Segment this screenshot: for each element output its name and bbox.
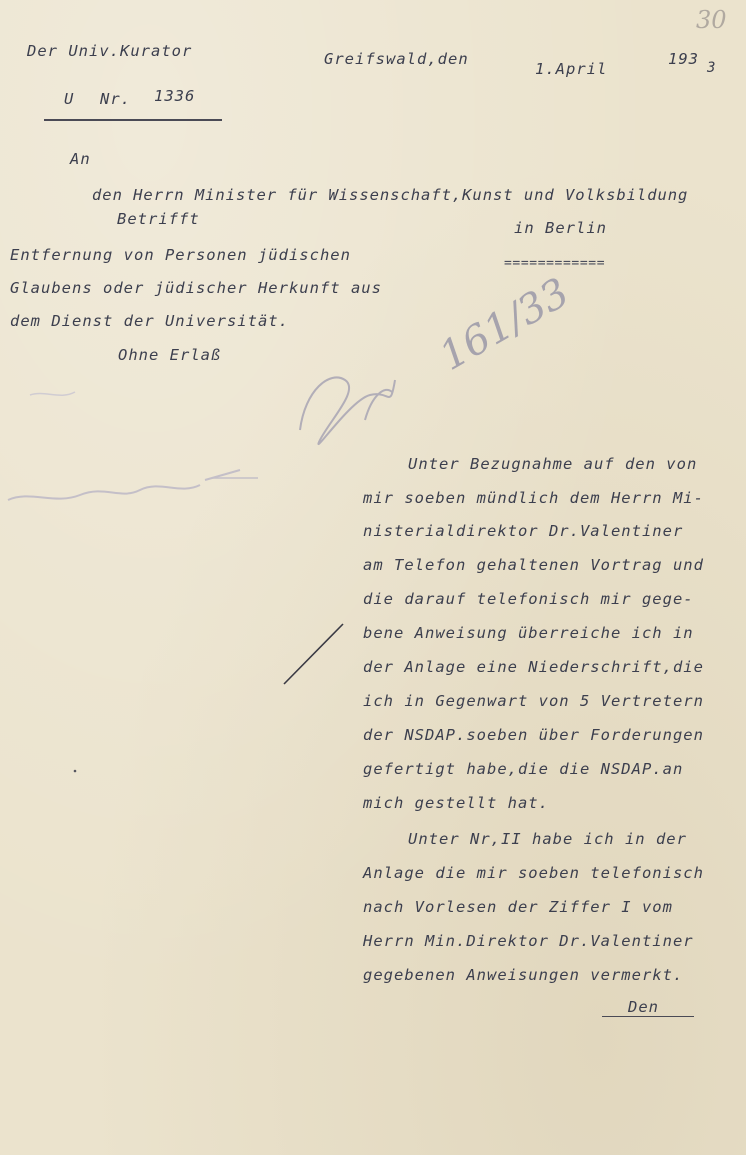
place-date-label: Greifswald,den bbox=[324, 50, 469, 68]
subject-line: Glaubens oder jüdischer Herkunft aus bbox=[10, 279, 382, 297]
body-line: ich in Gegenwart von 5 Vertretern bbox=[363, 692, 704, 710]
body-line: Unter Bezugnahme auf den von bbox=[408, 455, 698, 473]
body-line: bene Anweisung überreiche ich in bbox=[363, 624, 694, 642]
date-value: 1.April bbox=[535, 60, 608, 78]
file-ref-prefix: U bbox=[64, 90, 75, 108]
subject-line: Entfernung von Personen jüdischen bbox=[10, 246, 351, 264]
city-separator: ============ bbox=[504, 256, 606, 271]
recipient-city: in Berlin bbox=[514, 219, 607, 237]
body-line: am Telefon gehaltenen Vortrag und bbox=[363, 556, 704, 574]
decree-note: Ohne Erlaß bbox=[118, 346, 222, 364]
file-ref-number: 1336 bbox=[154, 87, 196, 105]
body-line: gegebenen Anweisungen vermerkt. bbox=[363, 966, 684, 984]
body-line: gefertigt habe,die die NSDAP.an bbox=[363, 760, 684, 778]
sender-label: Der Univ.Kurator bbox=[27, 42, 193, 60]
year-digit: 3 bbox=[707, 60, 717, 76]
page-number: 30 bbox=[696, 6, 727, 34]
body-line: mich gestellt hat. bbox=[363, 794, 549, 812]
body-line: mir soeben mündlich dem Herrn Mi- bbox=[363, 489, 704, 507]
body-line: Herrn Min.Direktor Dr.Valentiner bbox=[363, 932, 694, 950]
catchword: Den bbox=[628, 998, 659, 1016]
body-line: Unter Nr,II habe ich in der bbox=[408, 830, 687, 848]
subject-line: dem Dienst der Universität. bbox=[10, 312, 289, 330]
file-ref-label: Nr. bbox=[100, 90, 131, 108]
subject-label: Betrifft bbox=[117, 210, 200, 228]
body-line: die darauf telefonisch mir gege- bbox=[363, 590, 694, 608]
body-line: der Anlage eine Niederschrift,die bbox=[363, 658, 704, 676]
body-line: Anlage die mir soeben telefonisch bbox=[363, 864, 704, 882]
recipient: den Herrn Minister für Wissenschaft,Kunst und Volksbildung bbox=[92, 186, 689, 204]
year-value: 193 bbox=[668, 50, 699, 68]
salutation: An bbox=[70, 150, 91, 168]
body-line: nach Vorlesen der Ziffer I vom bbox=[363, 898, 673, 916]
handwritten-stamp-number: 161/33 bbox=[432, 269, 577, 380]
body-line: nisterialdirektor Dr.Valentiner bbox=[363, 522, 684, 540]
body-line: der NSDAP.soeben über Forderungen bbox=[363, 726, 704, 744]
